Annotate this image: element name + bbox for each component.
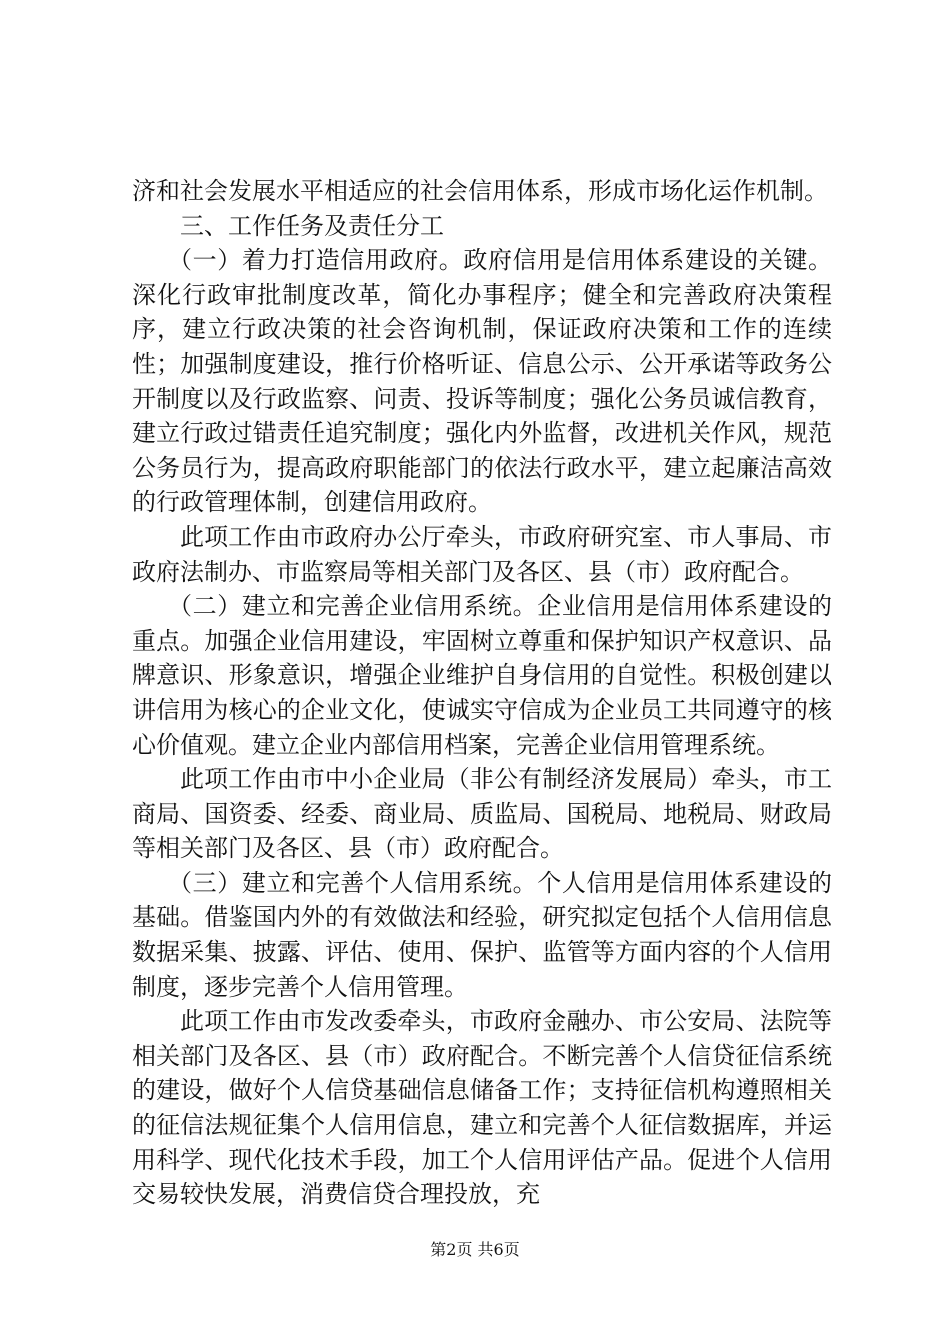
paragraph-credit-government: （一）着力打造信用政府。政府信用是信用体系建设的关键。深化行政审批制度改革，简化办事程序；健全和完善政府决策程序，建立行政决策的社会咨询机制，保证政府决策和工作的连续性；加强制度建设，推行价格听证、信息公示、公开承诺等政务公开制度以及行政监察、问责、投诉等制度；强化公务员诚信教育，建立行政过错责任追究制度；强化内外监督，改进机关作风，规范公务员行为，提高政府职能部门的依法行政水平，建立起廉洁高效的行政管理体制，创建信用政府。	[132, 246, 832, 517]
page-footer	[0, 1240, 950, 1260]
section-heading: 三、工作任务及责任分工	[180, 211, 444, 240]
paragraph-continuation: 济和社会发展水平相适应的社会信用体系，形成市场化运作机制。	[132, 177, 828, 205]
paragraph-responsibility-3: 此项工作由市发改委牵头，市政府金融办、市公安局、法院等相关部门及各区、县（市）政府配合。不断完善个人信贷征信系统的建设，做好个人信贷基础信息储备工作；支持征信机构遵照相关的征信法规征集个人信用信息，建立和完善个人征信数据库，并运用科学、现代化技术手段，加工个人信用评估产品。促进个人信用交易较快发展，消费信贷合理投放，充	[132, 1007, 832, 1209]
paragraph-enterprise-credit: （二）建立和完善企业信用系统。企业信用是信用体系建设的重点。加强企业信用建设，牢固树立尊重和保护知识产权意识、品牌意识、形象意识，增强企业维护自身信用的自觉性。积极创建以讲信用为核心的企业文化，使诚实守信成为企业员工共同遵守的核心价值观。建立企业内部信用档案，完善企业信用管理系统。	[132, 592, 832, 759]
page-number: 第2页 共6页	[430, 1240, 520, 1259]
document-body	[132, 174, 832, 1212]
paragraph-personal-credit: （三）建立和完善个人信用系统。个人信用是信用体系建设的基础。借鉴国内外的有效做法和经验，研究拟定包括个人信用信息数据采集、披露、评估、使用、保护、监管等方面内容的个人信用制度，逐步完善个人信用管理。	[132, 868, 832, 1001]
paragraph-responsibility-1: 此项工作由市政府办公厅牵头，市政府研究室、市人事局、市政府法制办、市监察局等相关部门及各区、县（市）政府配合。	[132, 522, 832, 586]
paragraph-responsibility-2: 此项工作由市中小企业局（非公有制经济发展局）牵头，市工商局、国资委、经委、商业局、质监局、国税局、地税局、财政局等相关部门及各区、县（市）政府配合。	[132, 765, 832, 863]
